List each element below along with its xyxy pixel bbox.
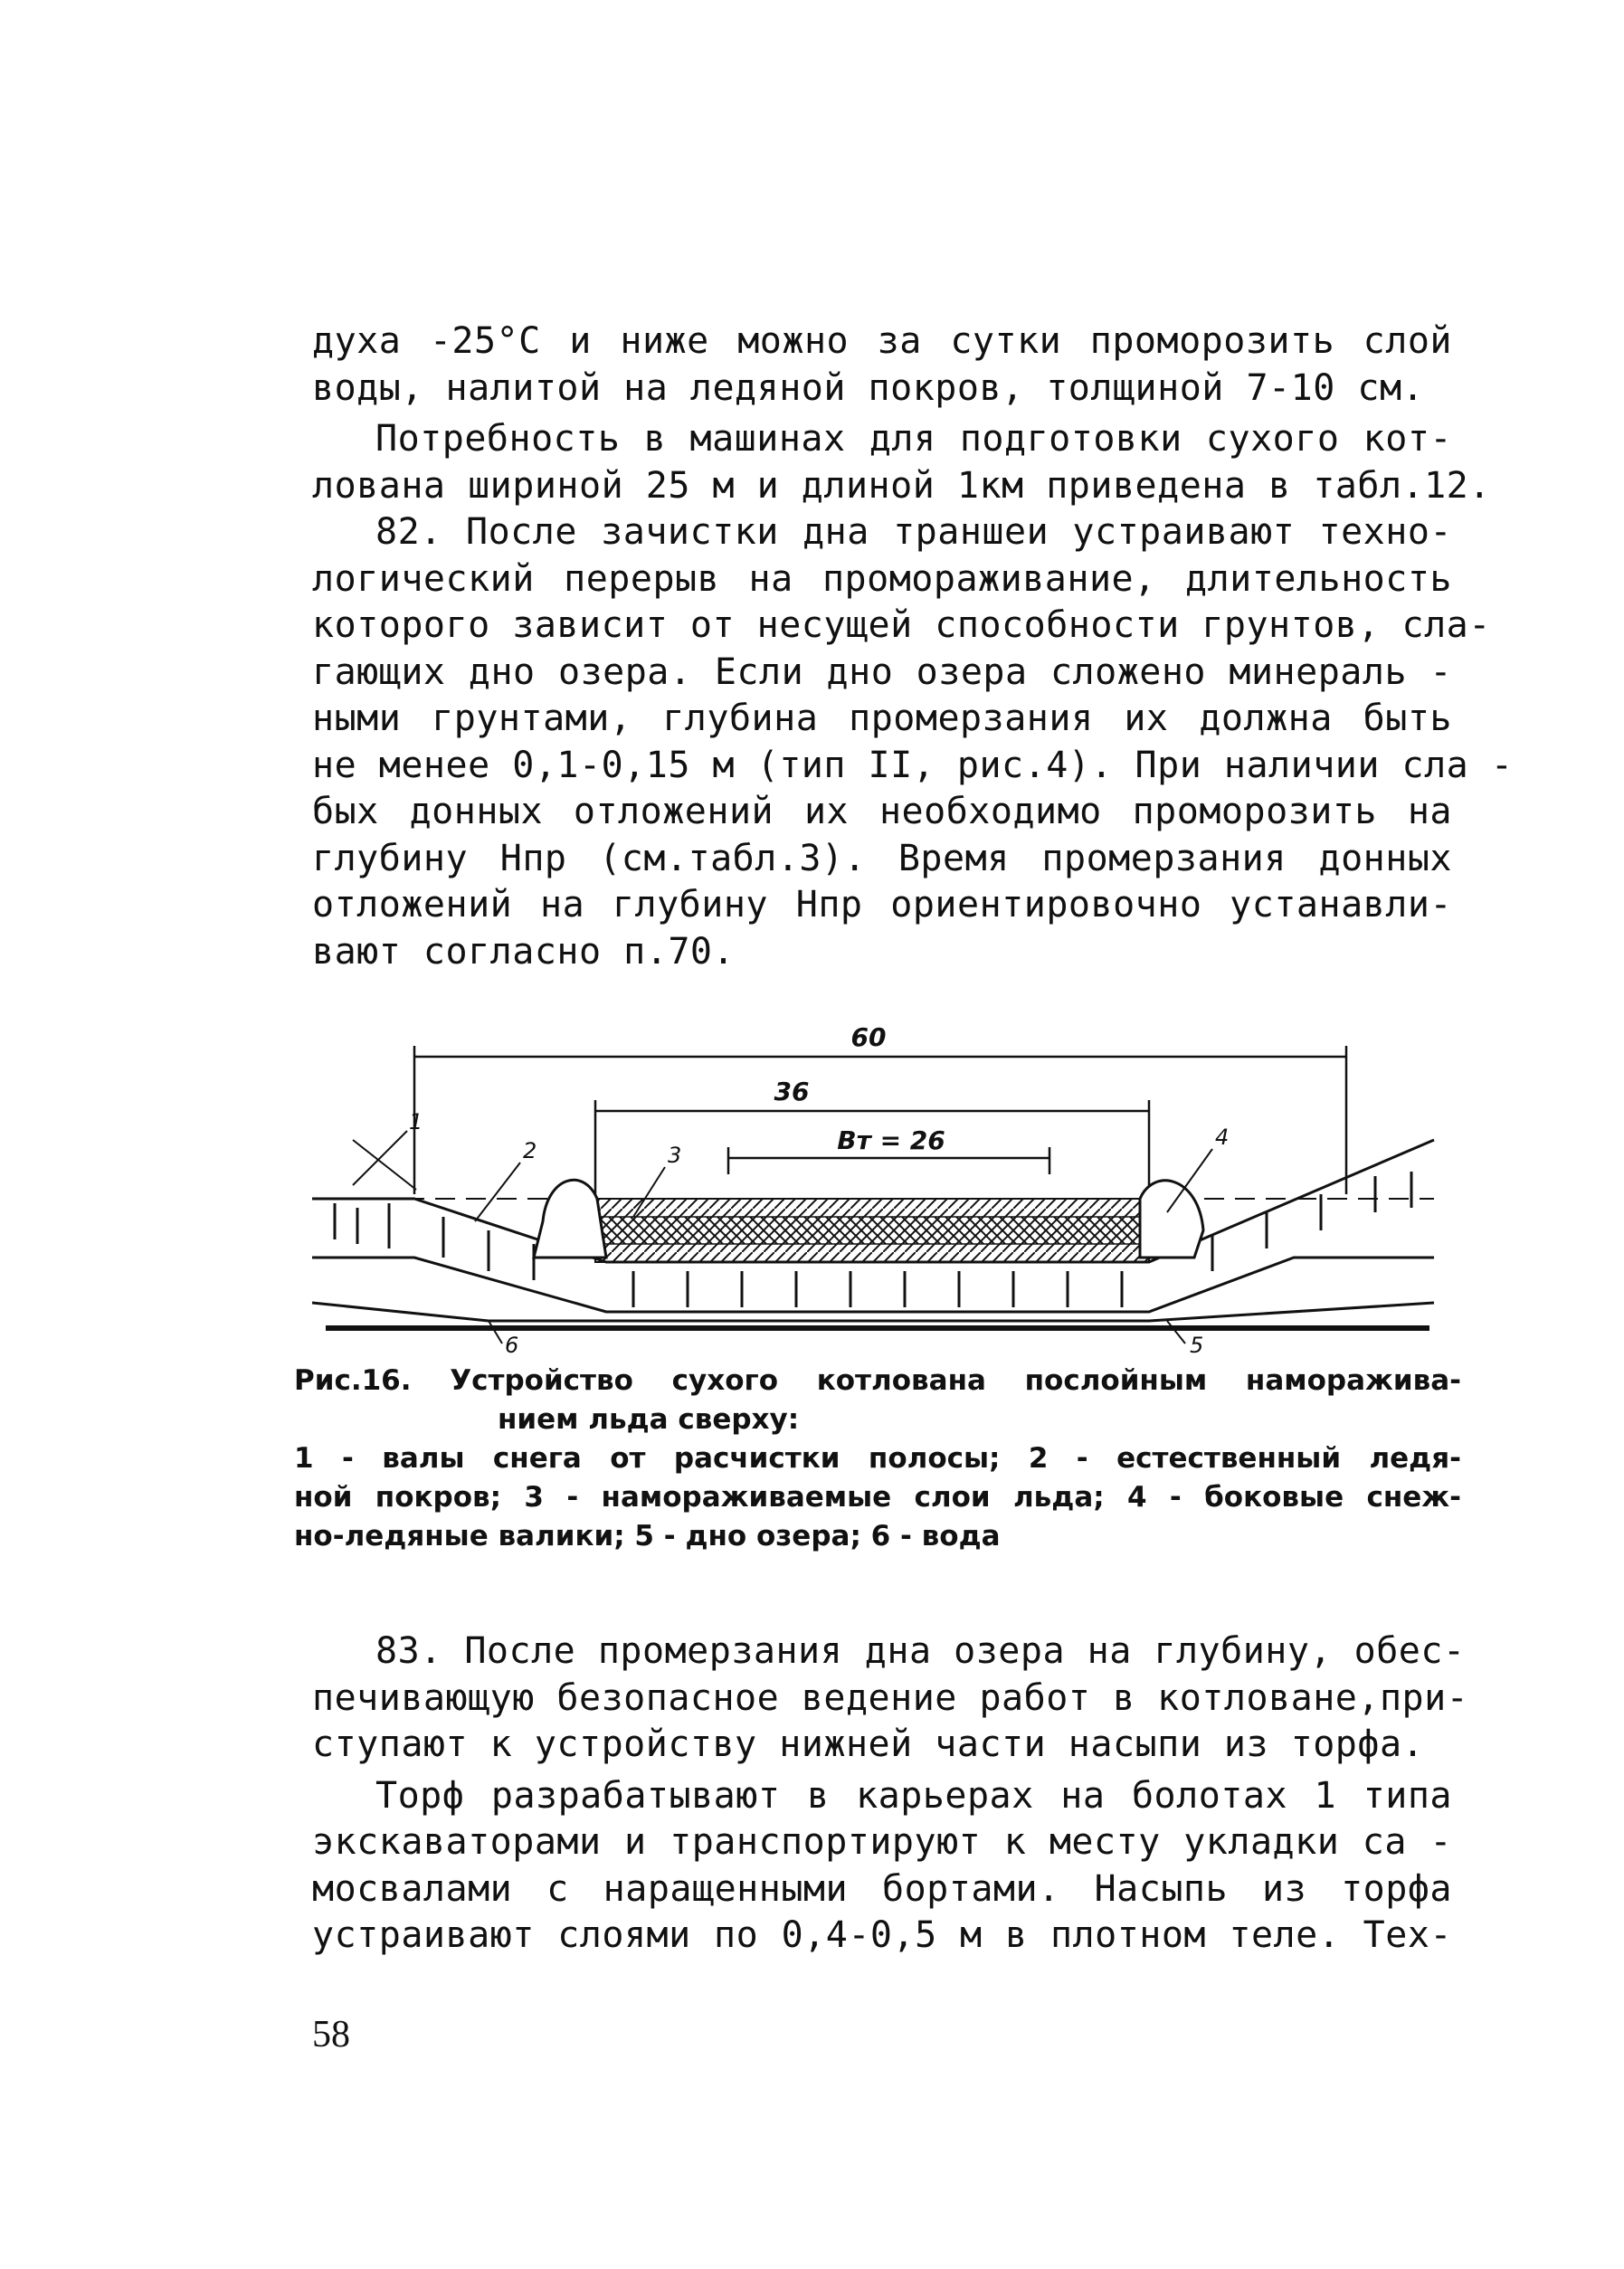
- callout-1: 1: [409, 1109, 423, 1134]
- text-line: 82. После зачистки дна траншеи устраивают техно-: [375, 511, 1452, 553]
- callout-3: 3: [668, 1143, 682, 1168]
- text-block-top: [312, 318, 1514, 975]
- text-line: воды, налитой на ледяной покров, толщиной 7-10 см.: [312, 366, 1425, 409]
- dimension-inner-label: Bт = 26: [837, 1125, 945, 1155]
- text-line: логический перерыв на промораживание, длительность: [312, 557, 1452, 600]
- text-line: гающих дно озера. Если дно озера сложено минераль -: [312, 650, 1452, 693]
- caption-legend-line: но-ледяные валики; 5 - дно озера; 6 - вода: [294, 1520, 1001, 1552]
- text-block-bottom: [312, 1628, 1469, 1960]
- text-line: которого зависит от несущей способности грунтов, сла-: [312, 604, 1491, 646]
- callout-5: 5: [1190, 1333, 1204, 1357]
- text-line: экскаваторами и транспортируют к месту укладки са -: [312, 1821, 1452, 1863]
- callout-2: 2: [523, 1138, 537, 1163]
- caption-title-line: нием льда сверху:: [498, 1403, 800, 1436]
- text-line: Торф разрабатывают в карьерах на болотах 1 типа: [375, 1774, 1452, 1817]
- caption-legend-line: ной покров; 3 - намораживаемые слои льда; 4 - боковые снеж-: [294, 1481, 1461, 1514]
- dimension-middle-label: 36: [774, 1077, 810, 1106]
- text-line: глубину Hпр (см.табл.3). Время промерзания донных: [312, 837, 1452, 879]
- callout-4: 4: [1215, 1125, 1230, 1150]
- text-line: мосвалами с наращенными бортами. Насыпь из торфа: [312, 1867, 1452, 1910]
- caption-legend-line: 1 - валы снега от расчистки полосы; 2 - естественный ледя-: [294, 1442, 1461, 1475]
- text-line: Потребность в машинах для подготовки сухого кот-: [375, 418, 1452, 460]
- dimension-total-label: 60: [850, 1022, 887, 1052]
- dimension-lines: [414, 1046, 1346, 1194]
- text-line: ступают к устройству нижней части насыпи из торфа.: [312, 1723, 1425, 1765]
- text-line: бых донных отложений их необходимо проморозить на: [312, 791, 1452, 832]
- text-line: ными грунтами, глубина промерзания их должна быть: [312, 698, 1452, 739]
- page-number: 58: [312, 2014, 350, 2055]
- text-line: отложений на глубину Hпр ориентировочно устанавли-: [312, 884, 1452, 926]
- snow-ridge-right: [1140, 1181, 1203, 1258]
- callout-6: 6: [505, 1333, 519, 1357]
- frozen-ice-layers-inner: [595, 1217, 1149, 1244]
- text-line: 83. После промерзания дна озера на глубину, обес-: [375, 1630, 1466, 1672]
- text-line: устраивают слоями по 0,4-0,5 м в плотном теле. Тех-: [312, 1914, 1452, 1956]
- cross-section-drawing: [308, 1013, 1439, 1357]
- figure-caption: [294, 1362, 1461, 1556]
- text-line: не менее 0,1-0,15 м (тип II, рис.4). При наличии сла -: [312, 744, 1514, 786]
- text-line: духа -25°С и ниже можно за сутки проморозить слой: [312, 320, 1452, 362]
- caption-title-line: Рис.16. Устройство сухого котлована послойным наморажива-: [294, 1364, 1461, 1397]
- figure-cross-section: [308, 1013, 1439, 1357]
- text-line: печивающую безопасное ведение работ в котловане,при-: [312, 1676, 1469, 1719]
- text-line: лована шириной 25 м и длиной 1км приведена в табл.12.: [312, 464, 1491, 507]
- text-line: вают согласно п.70.: [312, 930, 736, 973]
